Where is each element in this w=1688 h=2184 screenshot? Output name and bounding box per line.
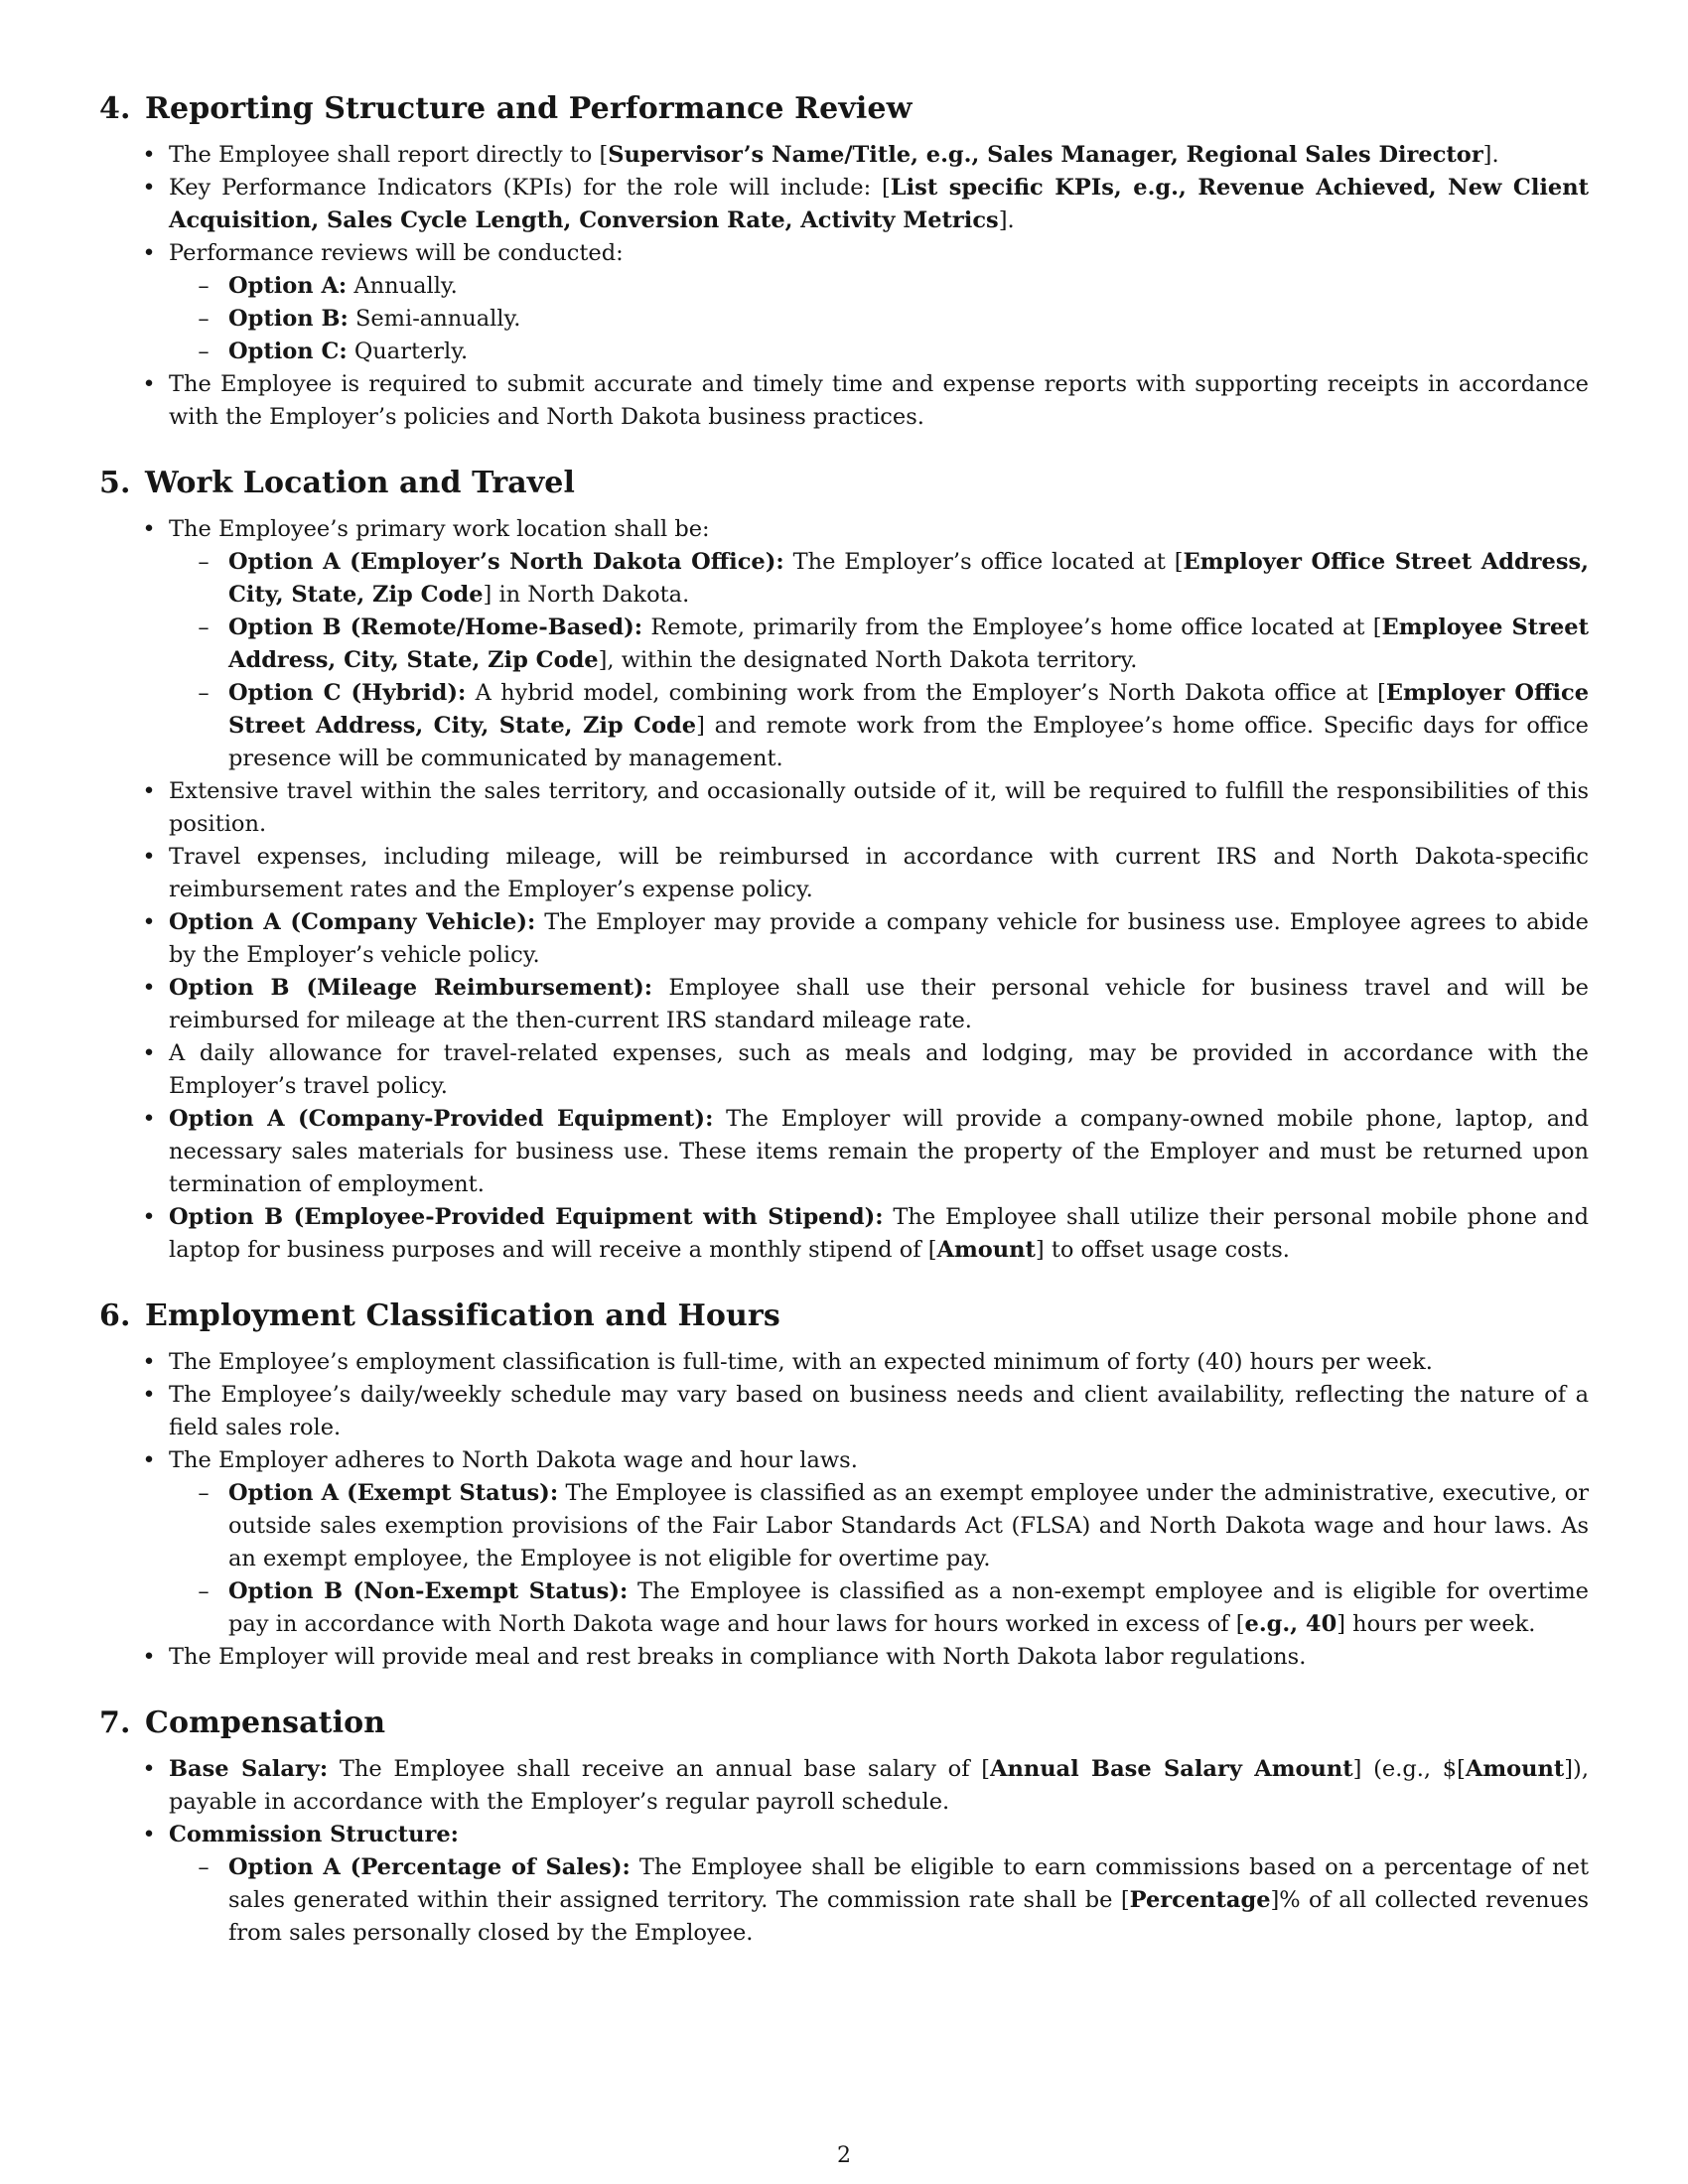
- bold-text-segment: Commission Structure:: [169, 1822, 459, 1847]
- sub-list: [169, 546, 1589, 775]
- list-item-text: [169, 1040, 1589, 1099]
- bold-text-segment: Amount: [1465, 1756, 1565, 1782]
- bullet-list: [99, 513, 1589, 1267]
- list-item-text: [169, 1644, 1306, 1670]
- text-segment: The Employee’s daily/weekly schedule may vary based on business needs and client availability, reflecting the nature of a field sales role.: [169, 1382, 1589, 1440]
- bullet-icon: •: [142, 1756, 156, 1782]
- list-item-text: [169, 1822, 459, 1847]
- list-item: [99, 1641, 1589, 1674]
- bold-text-segment: Option A (Company-Provided Equipment):: [169, 1106, 714, 1132]
- dash-icon: –: [198, 680, 210, 706]
- text-segment: The Employer’s office located at [: [783, 549, 1184, 575]
- section-heading: [99, 89, 1589, 129]
- bullet-icon: •: [142, 844, 156, 870]
- bold-text-segment: Option B:: [228, 306, 349, 332]
- text-segment: Semi-annually.: [348, 306, 521, 332]
- section-title: Work Location and Travel: [145, 466, 575, 500]
- list-item: [99, 172, 1589, 237]
- bullet-icon: •: [142, 516, 156, 542]
- list-item: [99, 1103, 1589, 1201]
- text-segment: ] (e.g., $[: [1352, 1756, 1466, 1782]
- sub-list-item: [169, 1477, 1589, 1575]
- sub-list-item-text: [228, 306, 520, 332]
- bullet-icon: •: [142, 1822, 156, 1847]
- bullet-icon: •: [142, 975, 156, 1001]
- text-segment: Quarterly.: [347, 339, 469, 364]
- bullet-icon: •: [142, 240, 156, 266]
- section-number: 6.: [99, 1298, 131, 1333]
- bold-text-segment: Option A (Employer’s North Dakota Office):: [228, 549, 784, 575]
- bullet-icon: •: [142, 1447, 156, 1473]
- bullet-icon: •: [142, 1644, 156, 1670]
- text-segment: Performance reviews will be conducted:: [169, 240, 624, 266]
- list-item-text: [169, 1447, 858, 1473]
- sub-list-item-text: [228, 1854, 1589, 1946]
- bullet-icon: •: [142, 1040, 156, 1066]
- bold-text-segment: Supervisor’s Name/Title, e.g., Sales Manager, Regional Sales Director: [608, 142, 1483, 168]
- list-item: [99, 775, 1589, 841]
- sub-list-item: [169, 677, 1589, 775]
- text-segment: The Employee is classified as an exempt employee under the administrative, executive, or outside sales exemption provisions of the Fair Labor Standards Act (FLSA) and North Dakota wage and hour laws. As an exempt employee, the Employee is not eligible for overtime pay.: [228, 1480, 1589, 1571]
- list-item: [99, 1037, 1589, 1103]
- text-segment: ]% of all collected revenues from sales personally closed by the Employee.: [228, 1887, 1590, 1946]
- list-item: [99, 513, 1589, 775]
- sub-list-item: [169, 270, 1589, 303]
- text-segment: The Employer will provide a company-owned mobile phone, laptop, and necessary sales materials for business use. These items remain the property of the Employer and must be returned upon termination of employment.: [169, 1106, 1590, 1197]
- dash-icon: –: [198, 614, 210, 640]
- bullet-icon: •: [142, 175, 156, 201]
- bold-text-segment: Option C (Hybrid):: [228, 680, 467, 706]
- list-item: [99, 1444, 1589, 1641]
- bullet-icon: •: [142, 1349, 156, 1375]
- section-heading: [99, 1297, 1589, 1336]
- list-item: [99, 972, 1589, 1037]
- bullet-icon: •: [142, 778, 156, 804]
- bullet-icon: •: [142, 371, 156, 397]
- list-item-text: [169, 175, 1589, 233]
- section-title: Reporting Structure and Performance Review: [145, 91, 913, 126]
- sub-list-item-text: [228, 549, 1589, 608]
- sub-list-item-text: [228, 1480, 1589, 1571]
- list-item: [99, 1201, 1589, 1267]
- text-segment: Remote, primarily from the Employee’s home office located at [: [642, 614, 1382, 640]
- section-heading: [99, 1704, 1589, 1743]
- text-segment: The Employee shall report directly to [: [169, 142, 609, 168]
- list-item-text: [169, 371, 1589, 430]
- list-item-text: [169, 1204, 1589, 1263]
- bullet-icon: •: [142, 1204, 156, 1230]
- bullet-list: [99, 1346, 1589, 1674]
- bold-text-segment: Option B (Non-Exempt Status):: [228, 1578, 629, 1604]
- sub-list-item-text: [228, 273, 458, 299]
- sub-list-item: [169, 1851, 1589, 1950]
- sub-list-item-text: [228, 339, 468, 364]
- list-item-text: [169, 844, 1589, 902]
- text-segment: ]), payable in accordance with the Employer’s regular payroll schedule.: [169, 1756, 1589, 1815]
- text-segment: Employee shall use their personal vehicle for business travel and will be reimbursed for mileage at the then-current IRS standard mileage rate.: [169, 975, 1589, 1033]
- bold-text-segment: Employer Office Street Address, City, State, Zip Code: [228, 549, 1590, 608]
- dash-icon: –: [198, 1480, 210, 1506]
- text-segment: ] and remote work from the Employee’s home office. Specific days for office presence will be communicated by management.: [228, 713, 1589, 771]
- section-number: 5.: [99, 466, 131, 500]
- bold-text-segment: List specific KPIs, e.g., Revenue Achieved, New Client Acquisition, Sales Cycle Length, Conversion Rate, Activity Metrics: [169, 175, 1589, 233]
- list-item: [99, 139, 1589, 172]
- text-segment: The Employer may provide a company vehicle for business use. Employee agrees to abide by the Employer’s vehicle policy.: [169, 909, 1589, 968]
- sub-list: [169, 1477, 1589, 1641]
- section-7: [99, 1704, 1589, 1950]
- text-segment: The Employee shall be eligible to earn commissions based on a percentage of net sales generated within their assigned territory. The commission rate shall be [: [228, 1854, 1589, 1913]
- bold-text-segment: Option C:: [228, 339, 348, 364]
- dash-icon: –: [198, 1578, 210, 1604]
- bullet-icon: •: [142, 1106, 156, 1132]
- sub-list-item: [169, 1575, 1589, 1641]
- text-segment: The Employee’s employment classification is full-time, with an expected minimum of forty (40) hours per week.: [169, 1349, 1433, 1375]
- list-item-text: [169, 1756, 1589, 1815]
- list-item-text: [169, 1106, 1589, 1197]
- section-number: 7.: [99, 1706, 131, 1740]
- list-item: [99, 906, 1589, 972]
- text-segment: A hybrid model, combining work from the Employer’s North Dakota office at [: [466, 680, 1386, 706]
- text-segment: Travel expenses, including mileage, will be reimbursed in accordance with current IRS and North Dakota-specific reimbursement rates and the Employer’s expense policy.: [169, 844, 1589, 902]
- list-item: [99, 1379, 1589, 1444]
- bold-text-segment: Amount: [936, 1237, 1036, 1263]
- text-segment: The Employee shall utilize their personal mobile phone and laptop for business purposes and will receive a monthly stipend of [: [169, 1204, 1589, 1263]
- bold-text-segment: Base Salary:: [169, 1756, 329, 1782]
- list-item: [99, 1753, 1589, 1819]
- section-title: Compensation: [145, 1706, 386, 1740]
- section-4: [99, 89, 1589, 434]
- bold-text-segment: Option A (Exempt Status):: [228, 1480, 559, 1506]
- text-segment: The Employee’s primary work location shall be:: [169, 516, 710, 542]
- bullet-list: [99, 139, 1589, 434]
- list-item: [99, 1819, 1589, 1950]
- sub-list-item: [169, 336, 1589, 368]
- text-segment: The Employee is classified as a non-exempt employee and is eligible for overtime pay in accordance with North Dakota wage and hour laws for hours worked in excess of [: [228, 1578, 1590, 1637]
- bold-text-segment: Annual Base Salary Amount: [990, 1756, 1353, 1782]
- text-segment: ] in North Dakota.: [483, 582, 690, 608]
- text-segment: Key Performance Indicators (KPIs) for the role will include: [: [169, 175, 891, 201]
- dash-icon: –: [198, 339, 210, 364]
- page-number: 2: [837, 2143, 851, 2168]
- bullet-icon: •: [142, 909, 156, 935]
- dash-icon: –: [198, 1854, 210, 1880]
- list-item-text: [169, 1382, 1589, 1440]
- text-segment: ] hours per week.: [1336, 1611, 1536, 1637]
- bold-text-segment: e.g., 40: [1244, 1611, 1337, 1637]
- bold-text-segment: Option B (Mileage Reimbursement):: [169, 975, 653, 1001]
- dash-icon: –: [198, 306, 210, 332]
- section-heading: [99, 464, 1589, 503]
- list-item: [99, 841, 1589, 906]
- list-item-text: [169, 1349, 1433, 1375]
- text-segment: ].: [998, 207, 1015, 233]
- text-segment: The Employer adheres to North Dakota wage and hour laws.: [169, 1447, 858, 1473]
- list-item: [99, 1346, 1589, 1379]
- text-segment: Annually.: [347, 273, 458, 299]
- sub-list: [169, 270, 1589, 368]
- list-item: [99, 368, 1589, 434]
- list-item-text: [169, 975, 1589, 1033]
- text-segment: ], within the designated North Dakota territory.: [598, 647, 1138, 673]
- list-item-text: [169, 142, 1499, 168]
- bold-text-segment: Option A (Company Vehicle):: [169, 909, 536, 935]
- list-item-text: [169, 240, 624, 266]
- document-page: [99, 89, 1589, 1979]
- section-title: Employment Classification and Hours: [145, 1298, 780, 1333]
- text-segment: The Employee shall receive an annual base salary of [: [328, 1756, 991, 1782]
- sub-list-item: [169, 546, 1589, 612]
- bold-text-segment: Employee Street Address, City, State, Zip Code: [228, 614, 1590, 673]
- sub-list-item-text: [228, 1578, 1589, 1637]
- sub-list-item: [169, 612, 1589, 677]
- text-segment: Extensive travel within the sales territory, and occasionally outside of it, will be required to fulfill the responsibilities of this position.: [169, 778, 1589, 837]
- bold-text-segment: Option B (Remote/Home-Based):: [228, 614, 643, 640]
- sub-list-item-text: [228, 680, 1589, 771]
- list-item-text: [169, 778, 1589, 837]
- text-segment: ].: [1482, 142, 1499, 168]
- text-segment: The Employer will provide meal and rest breaks in compliance with North Dakota labor regulations.: [169, 1644, 1307, 1670]
- text-segment: A daily allowance for travel-related expenses, such as meals and lodging, may be provided in accordance with the Employer’s travel policy.: [169, 1040, 1589, 1099]
- sub-list: [169, 1851, 1589, 1950]
- sub-list-item: [169, 303, 1589, 336]
- dash-icon: –: [198, 273, 210, 299]
- bold-text-segment: Percentage: [1129, 1887, 1271, 1913]
- section-5: [99, 464, 1589, 1267]
- text-segment: ] to offset usage costs.: [1035, 1237, 1290, 1263]
- bold-text-segment: Employer Office Street Address, City, State, Zip Code: [228, 680, 1590, 739]
- sub-list-item-text: [228, 614, 1589, 673]
- text-segment: The Employee is required to submit accurate and timely time and expense reports with supporting receipts in accordance with the Employer’s policies and North Dakota business practices.: [169, 371, 1589, 430]
- bullet-icon: •: [142, 142, 156, 168]
- bold-text-segment: Option B (Employee-Provided Equipment with Stipend):: [169, 1204, 884, 1230]
- dash-icon: –: [198, 549, 210, 575]
- list-item: [99, 237, 1589, 368]
- bold-text-segment: Option A (Percentage of Sales):: [228, 1854, 631, 1880]
- bullet-list: [99, 1753, 1589, 1950]
- list-item-text: [169, 516, 710, 542]
- section-6: [99, 1297, 1589, 1674]
- list-item-text: [169, 909, 1589, 968]
- section-number: 4.: [99, 91, 131, 126]
- bold-text-segment: Option A:: [228, 273, 348, 299]
- bullet-icon: •: [142, 1382, 156, 1408]
